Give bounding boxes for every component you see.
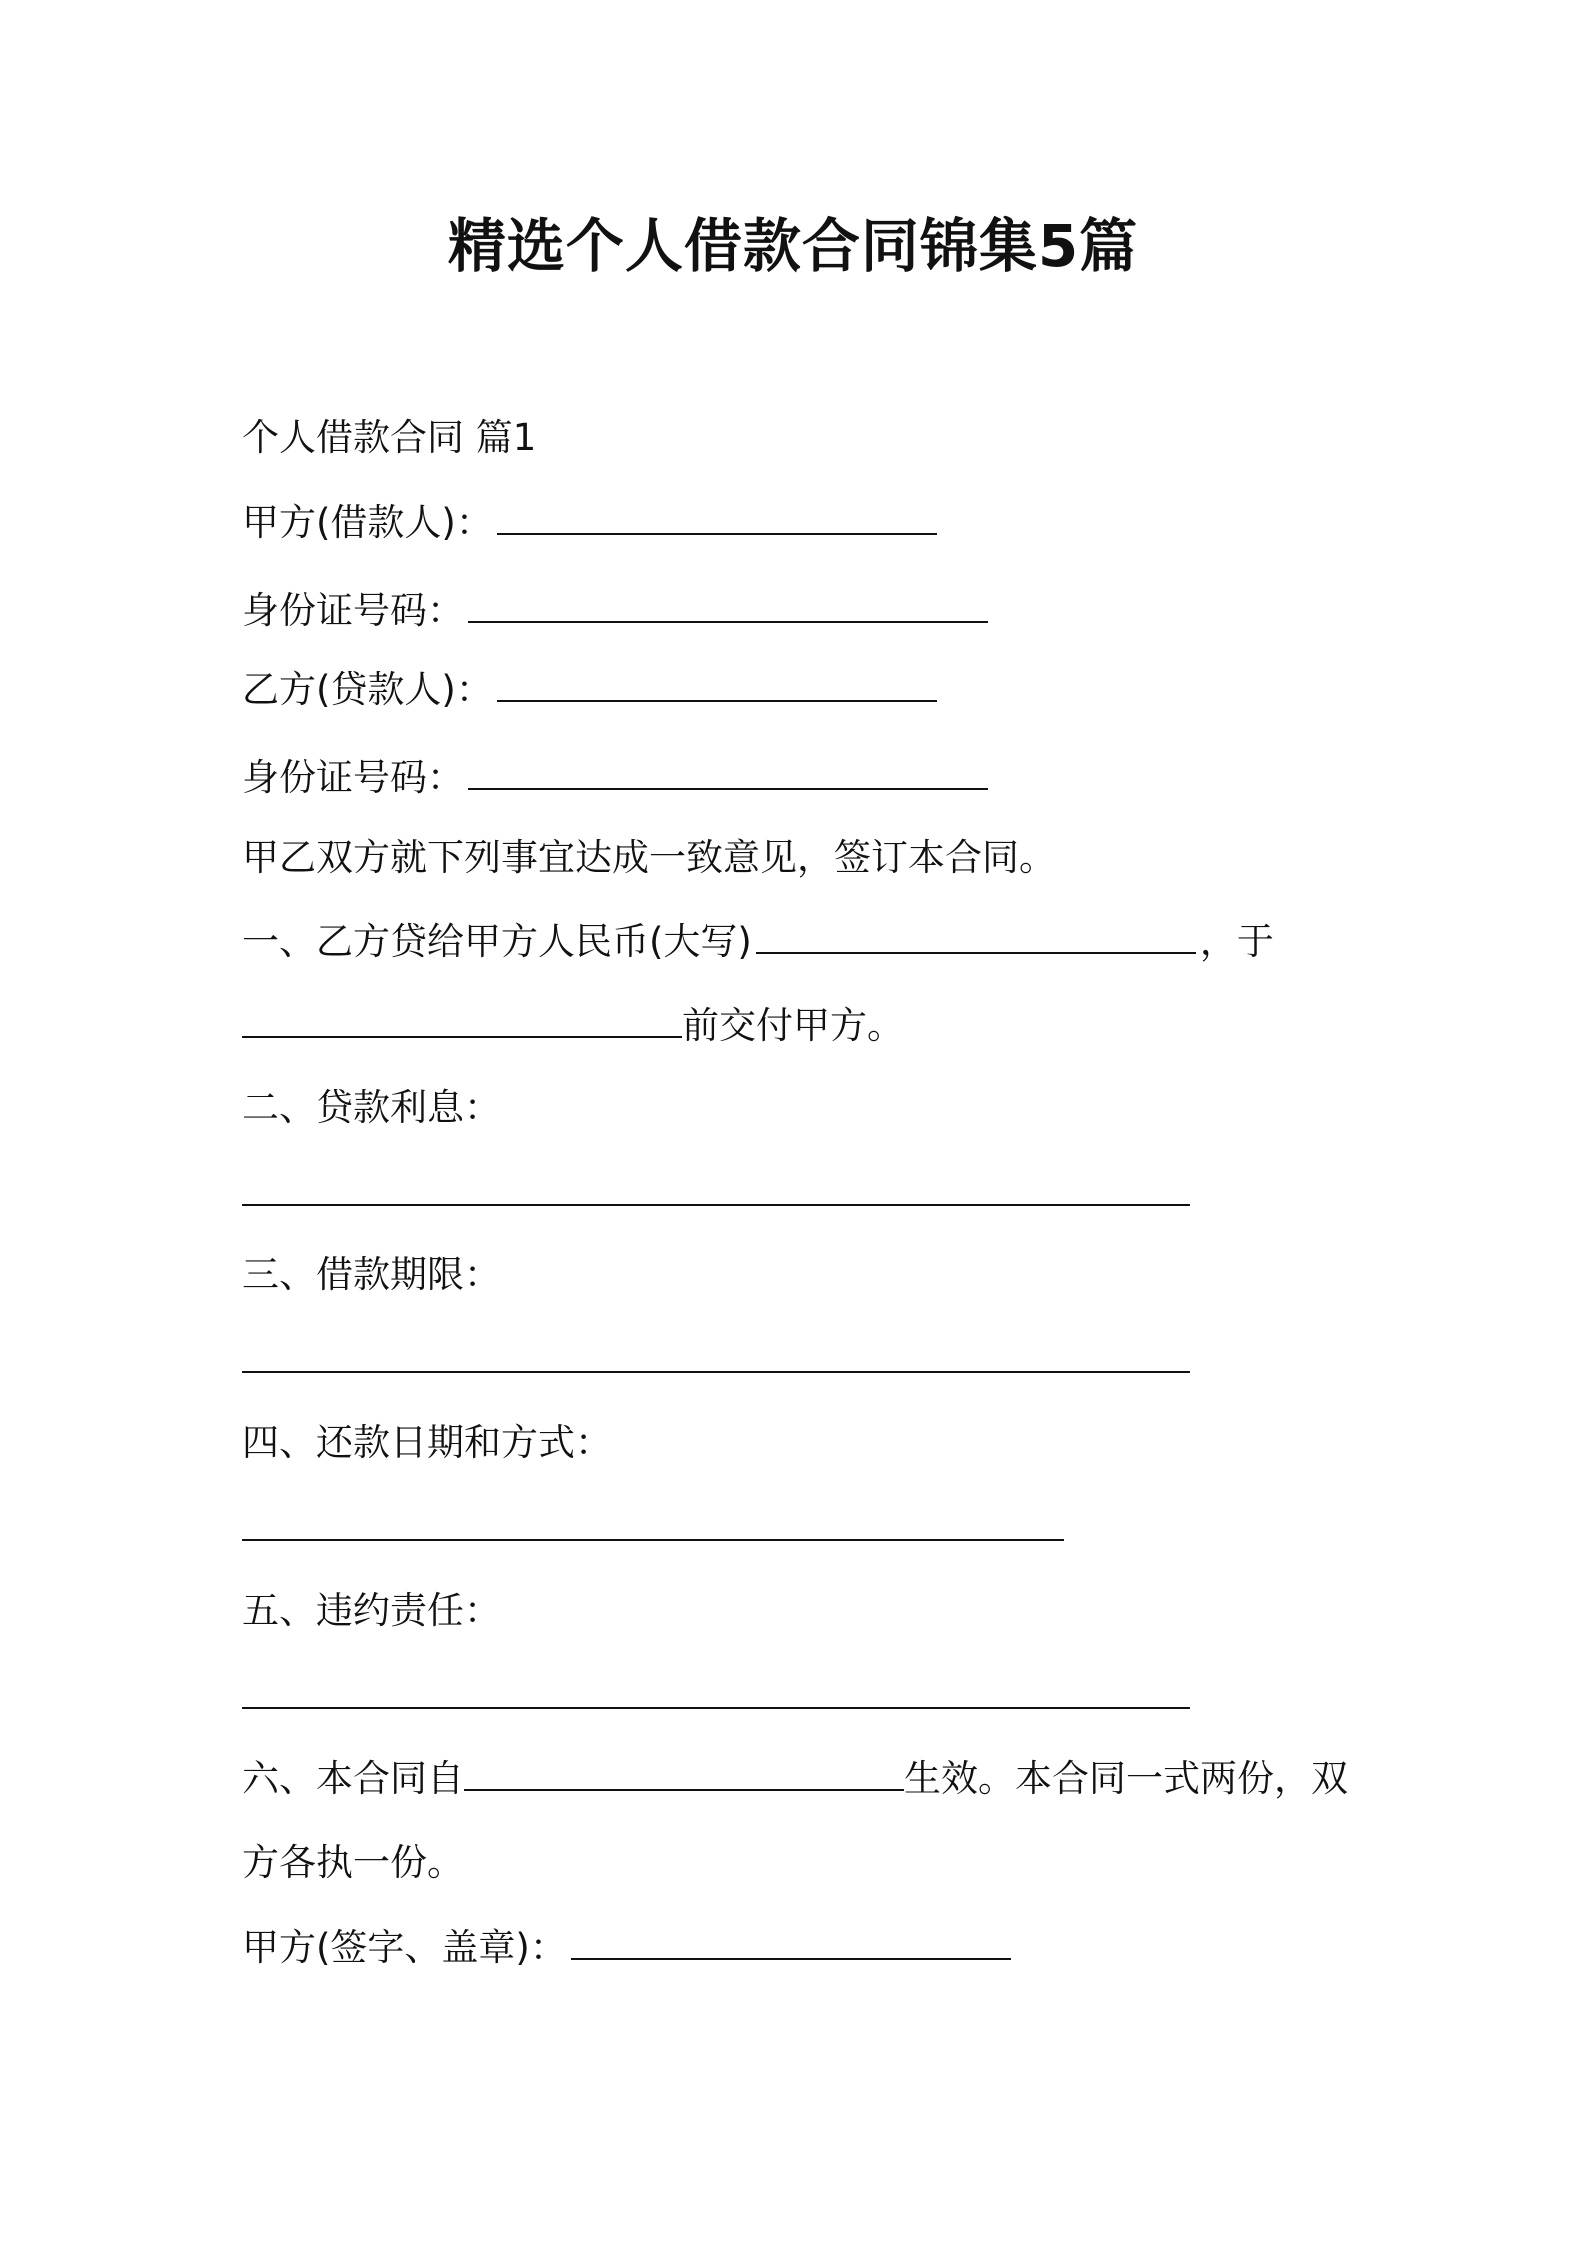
clause-1-suffix: ，于: [1199, 920, 1274, 963]
clause-2-blank-row: [242, 1168, 1190, 1220]
party-b-blank[interactable]: [497, 666, 937, 702]
clause-1-date-blank[interactable]: [242, 1002, 682, 1038]
party-b-label: 乙方(贷款人)：: [242, 668, 493, 711]
id-a-label: 身份证号码：: [242, 589, 464, 632]
signature-a-row: [242, 1922, 1015, 1974]
clause-5-label-row: [242, 1585, 501, 1637]
id-b-row: [242, 752, 992, 804]
party-a-label: 甲方(借款人)：: [242, 501, 493, 544]
id-a-row: [242, 585, 992, 637]
clause-1-line2-suffix: 前交付甲方。: [682, 1004, 904, 1047]
id-b-blank[interactable]: [468, 754, 988, 790]
party-b-row: [242, 664, 941, 716]
clause-6-prefix: 六、本合同自: [242, 1757, 464, 1800]
id-b-label: 身份证号码：: [242, 756, 464, 799]
agreement-intro: [242, 832, 1056, 884]
clause-2-blank[interactable]: [242, 1170, 1190, 1206]
clause-4-blank-row: [242, 1503, 1064, 1555]
clause-5-label: 五、违约责任：: [242, 1589, 501, 1632]
clause-3-blank-row: [242, 1335, 1190, 1387]
clause-6-date-blank[interactable]: [464, 1755, 904, 1791]
section-heading-text: 个人借款合同 篇1: [242, 416, 537, 459]
clause-3-label: 三、借款期限：: [242, 1253, 501, 1296]
document-title: 精选个人借款合同锦集5篇: [447, 212, 1139, 280]
party-a-row: [242, 497, 941, 549]
clause-4-label: 四、还款日期和方式：: [242, 1421, 612, 1464]
clause-6-row-2: [242, 1837, 464, 1889]
clause-6-row: [242, 1753, 1348, 1805]
agreement-intro-text: 甲乙双方就下列事宜达成一致意见，签订本合同。: [242, 836, 1056, 879]
clause-3-label-row: [242, 1249, 501, 1301]
id-a-blank[interactable]: [468, 587, 988, 623]
clause-1-prefix: 一、乙方贷给甲方人民币(大写): [242, 920, 752, 963]
clause-3-blank[interactable]: [242, 1337, 1190, 1373]
party-a-blank[interactable]: [497, 499, 937, 535]
clause-4-blank[interactable]: [242, 1505, 1064, 1541]
clause-4-label-row: [242, 1417, 612, 1469]
clause-6-suffix: 生效。本合同一式两份，双: [904, 1757, 1348, 1800]
clause-5-blank-row: [242, 1671, 1190, 1723]
clause-6-line2: 方各执一份。: [242, 1841, 464, 1884]
clause-2-label: 二、贷款利息：: [242, 1086, 501, 1129]
signature-a-blank[interactable]: [571, 1924, 1011, 1960]
clause-1-amount-blank[interactable]: [756, 918, 1196, 954]
clause-1-row: [242, 916, 1274, 968]
section-heading: [242, 412, 536, 464]
clause-1-row-2: [242, 1000, 904, 1052]
signature-a-label: 甲方(签字、盖章)：: [242, 1926, 567, 1969]
clause-2-label-row: [242, 1082, 501, 1134]
clause-5-blank[interactable]: [242, 1673, 1190, 1709]
